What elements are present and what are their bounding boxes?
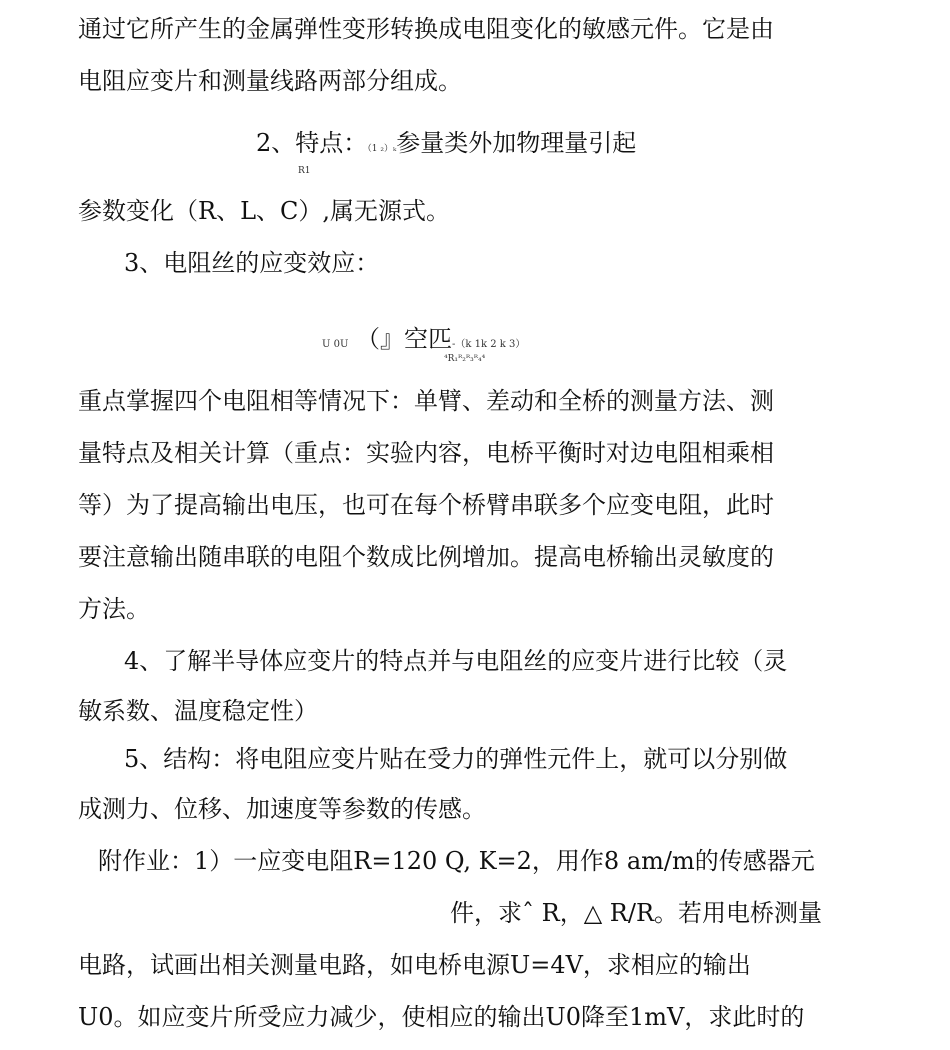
section-2-heading: 2、特点： <box>256 129 368 157</box>
paragraph-line: 参数变化（R、L、C）,属无源式。 <box>78 197 450 225</box>
formula-left: U 0U <box>322 339 349 350</box>
paragraph-line: 方法。 <box>78 595 150 623</box>
homework-line: 电路，试画出相关测量电路，如电桥电源U=4V，求相应的输出 <box>78 951 751 979</box>
paragraph-line: 重点掌握四个电阻相等情况下：单臂、差动和全桥的测量方法、测 <box>78 387 774 415</box>
section-2-text: 参量类外加物理量引起 <box>396 129 637 157</box>
strain-formula <box>322 324 525 360</box>
formula-label-r1: R1 <box>298 166 311 176</box>
homework-line: 件，求ˆ R，△ R/R。若用电桥测量 <box>450 899 823 927</box>
paragraph-line: 量特点及相关计算（重点：实验内容，电桥平衡时对边电阻相乘相 <box>78 439 774 467</box>
homework-line: U0。如应变片所受应力减少，使相应的输出U0降至1mV，求此时的 <box>78 1003 805 1031</box>
section-2-line <box>256 128 636 164</box>
paragraph-line: 要注意输出随串联的电阻个数成比例增加。提高电桥输出灵敏度的 <box>78 543 774 571</box>
paragraph-line: 通过它所产生的金属弹性变形转换成电阻变化的敏感元件。它是由 <box>78 15 774 43</box>
formula-subscripts: ⁴R₁ᴿ₂ᴿ₃ᴿ₄⁴ <box>444 354 486 364</box>
paragraph-line: 4、了解半导体应变片的特点并与电阻丝的应变片进行比较（灵 <box>124 647 788 675</box>
homework-line: 附作业：1）一应变电阻R=120 Q, K=2，用作8 am/m的传感器元 <box>98 847 815 875</box>
paragraph-line: 等）为了提高输出电压，也可在每个桥臂串联多个应变电阻，此时 <box>78 491 774 519</box>
formula-right: -（k 1k 2 k 3） <box>452 339 526 350</box>
paragraph-line: 电阻应变片和测量线路两部分组成。 <box>78 67 462 95</box>
paragraph-line: 成测力、位移、加速度等参数的传感。 <box>78 795 486 823</box>
paragraph-line: 5、结构：将电阻应变片贴在受力的弹性元件上，就可以分别做 <box>124 745 788 773</box>
paragraph-line: 敏系数、温度稳定性） <box>78 697 318 725</box>
formula-main: （』空匹 <box>356 325 453 353</box>
formula-fragment: （1 ₂）ₖ <box>367 144 397 154</box>
section-3-heading: 3、电阻丝的应变效应： <box>124 249 380 277</box>
